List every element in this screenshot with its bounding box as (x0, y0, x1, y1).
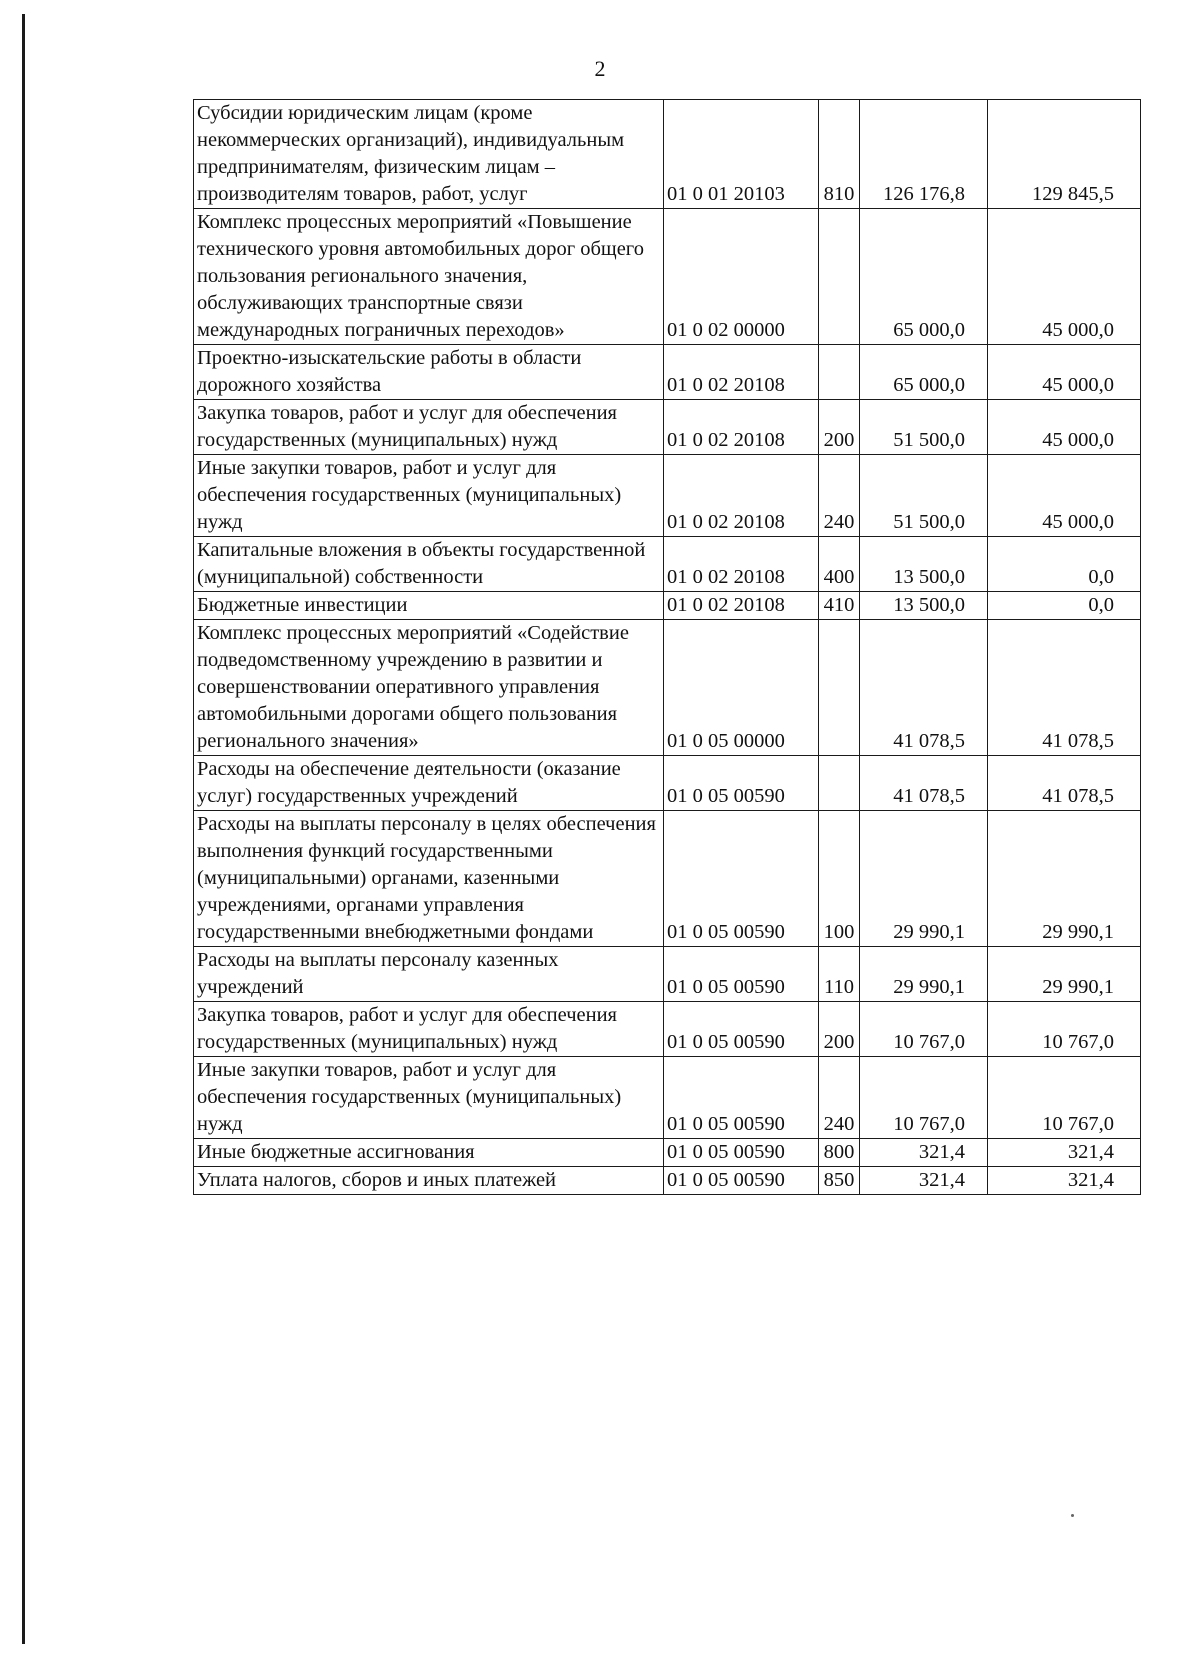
amount-year2-cell: 10 767,0 (988, 1002, 1141, 1057)
expense-name-cell: Комплекс процессных мероприятий «Повышение технического уровня автомобильных дорог общего пользования регионального значения, обслуживающих транспортные связи международных пограничных переходов» (194, 209, 664, 345)
table-row (194, 455, 1141, 537)
expense-type-cell (819, 756, 860, 811)
table-row (194, 1139, 1141, 1167)
table-row (194, 1057, 1141, 1139)
budget-table (193, 99, 1141, 1195)
expense-name-cell: Закупка товаров, работ и услуг для обеспечения государственных (муниципальных) нужд (194, 400, 664, 455)
table-row (194, 756, 1141, 811)
target-code-cell: 01 0 02 20108 (664, 455, 819, 537)
expense-type-cell: 800 (819, 1139, 860, 1167)
expense-name-cell: Иные бюджетные ассигнования (194, 1139, 664, 1167)
table-row (194, 345, 1141, 400)
expense-name-cell: Закупка товаров, работ и услуг для обеспечения государственных (муниципальных) нужд (194, 1002, 664, 1057)
amount-year2-cell: 41 078,5 (988, 620, 1141, 756)
budget-table-body (194, 100, 1141, 1195)
target-code-cell: 01 0 02 20108 (664, 592, 819, 620)
amount-year1-cell: 29 990,1 (860, 811, 988, 947)
amount-year1-cell: 13 500,0 (860, 592, 988, 620)
table-row (194, 537, 1141, 592)
amount-year1-cell: 321,4 (860, 1167, 988, 1195)
amount-year2-cell: 0,0 (988, 537, 1141, 592)
amount-year2-cell: 29 990,1 (988, 947, 1141, 1002)
binding-edge-line (22, 14, 25, 1644)
amount-year2-cell: 41 078,5 (988, 756, 1141, 811)
amount-year1-cell: 41 078,5 (860, 620, 988, 756)
target-code-cell: 01 0 02 00000 (664, 209, 819, 345)
amount-year2-cell: 45 000,0 (988, 345, 1141, 400)
amount-year1-cell: 321,4 (860, 1139, 988, 1167)
amount-year1-cell: 126 176,8 (860, 100, 988, 209)
page-number: 2 (594, 56, 606, 81)
amount-year1-cell: 29 990,1 (860, 947, 988, 1002)
amount-year1-cell: 10 767,0 (860, 1002, 988, 1057)
amount-year2-cell: 10 767,0 (988, 1057, 1141, 1139)
expense-type-cell: 240 (819, 1057, 860, 1139)
table-row (194, 100, 1141, 209)
target-code-cell: 01 0 05 00590 (664, 1139, 819, 1167)
expense-name-cell: Расходы на обеспечение деятельности (оказание услуг) государственных учреждений (194, 756, 664, 811)
amount-year1-cell: 65 000,0 (860, 345, 988, 400)
amount-year1-cell: 51 500,0 (860, 400, 988, 455)
expense-name-cell: Комплекс процессных мероприятий «Содействие подведомственному учреждению в развитии и совершенствовании оперативного управления автомобильными дорогами общего пользования регионального значения» (194, 620, 664, 756)
table-row (194, 1167, 1141, 1195)
expense-name-cell: Субсидии юридическим лицам (кроме некоммерческих организаций), индивидуальным предпринимателям, физическим лицам – производителям товаров, работ, услуг (194, 100, 664, 209)
expense-type-cell (819, 345, 860, 400)
amount-year2-cell: 45 000,0 (988, 209, 1141, 345)
expense-type-cell: 810 (819, 100, 860, 209)
table-row (194, 209, 1141, 345)
expense-name-cell: Капитальные вложения в объекты государственной (муниципальной) собственности (194, 537, 664, 592)
expense-name-cell: Проектно-изыскательские работы в области дорожного хозяйства (194, 345, 664, 400)
amount-year2-cell: 129 845,5 (988, 100, 1141, 209)
expense-type-cell: 850 (819, 1167, 860, 1195)
target-code-cell: 01 0 01 20103 (664, 100, 819, 209)
table-row (194, 811, 1141, 947)
table-row (194, 592, 1141, 620)
expense-type-cell (819, 209, 860, 345)
target-code-cell: 01 0 05 00000 (664, 620, 819, 756)
target-code-cell: 01 0 05 00590 (664, 756, 819, 811)
expense-type-cell: 200 (819, 400, 860, 455)
expense-type-cell: 100 (819, 811, 860, 947)
amount-year1-cell: 51 500,0 (860, 455, 988, 537)
amount-year1-cell: 13 500,0 (860, 537, 988, 592)
expense-name-cell: Иные закупки товаров, работ и услуг для обеспечения государственных (муниципальных) нужд (194, 455, 664, 537)
target-code-cell: 01 0 02 20108 (664, 537, 819, 592)
expense-type-cell (819, 620, 860, 756)
table-row (194, 1002, 1141, 1057)
target-code-cell: 01 0 05 00590 (664, 1002, 819, 1057)
expense-type-cell: 200 (819, 1002, 860, 1057)
amount-year2-cell: 29 990,1 (988, 811, 1141, 947)
amount-year1-cell: 41 078,5 (860, 756, 988, 811)
target-code-cell: 01 0 05 00590 (664, 811, 819, 947)
table-row (194, 620, 1141, 756)
expense-type-cell: 400 (819, 537, 860, 592)
expense-type-cell: 240 (819, 455, 860, 537)
amount-year2-cell: 45 000,0 (988, 455, 1141, 537)
amount-year2-cell: 0,0 (988, 592, 1141, 620)
expense-type-cell: 410 (819, 592, 860, 620)
amount-year2-cell: 321,4 (988, 1167, 1141, 1195)
expense-name-cell: Уплата налогов, сборов и иных платежей (194, 1167, 664, 1195)
table-row (194, 947, 1141, 1002)
expense-type-cell: 110 (819, 947, 860, 1002)
target-code-cell: 01 0 02 20108 (664, 345, 819, 400)
amount-year2-cell: 45 000,0 (988, 400, 1141, 455)
amount-year1-cell: 10 767,0 (860, 1057, 988, 1139)
target-code-cell: 01 0 05 00590 (664, 947, 819, 1002)
amount-year1-cell: 65 000,0 (860, 209, 988, 345)
expense-name-cell: Расходы на выплаты персоналу казенных учреждений (194, 947, 664, 1002)
table-row (194, 400, 1141, 455)
target-code-cell: 01 0 05 00590 (664, 1057, 819, 1139)
amount-year2-cell: 321,4 (988, 1139, 1141, 1167)
scan-speck (1071, 1514, 1074, 1517)
target-code-cell: 01 0 05 00590 (664, 1167, 819, 1195)
target-code-cell: 01 0 02 20108 (664, 400, 819, 455)
expense-name-cell: Иные закупки товаров, работ и услуг для обеспечения государственных (муниципальных) нужд (194, 1057, 664, 1139)
expense-name-cell: Расходы на выплаты персоналу в целях обеспечения выполнения функций государственными (муниципальными) органами, казенными учреждениями, органами управления государственными внебюджетными фондами (194, 811, 664, 947)
expense-name-cell: Бюджетные инвестиции (194, 592, 664, 620)
